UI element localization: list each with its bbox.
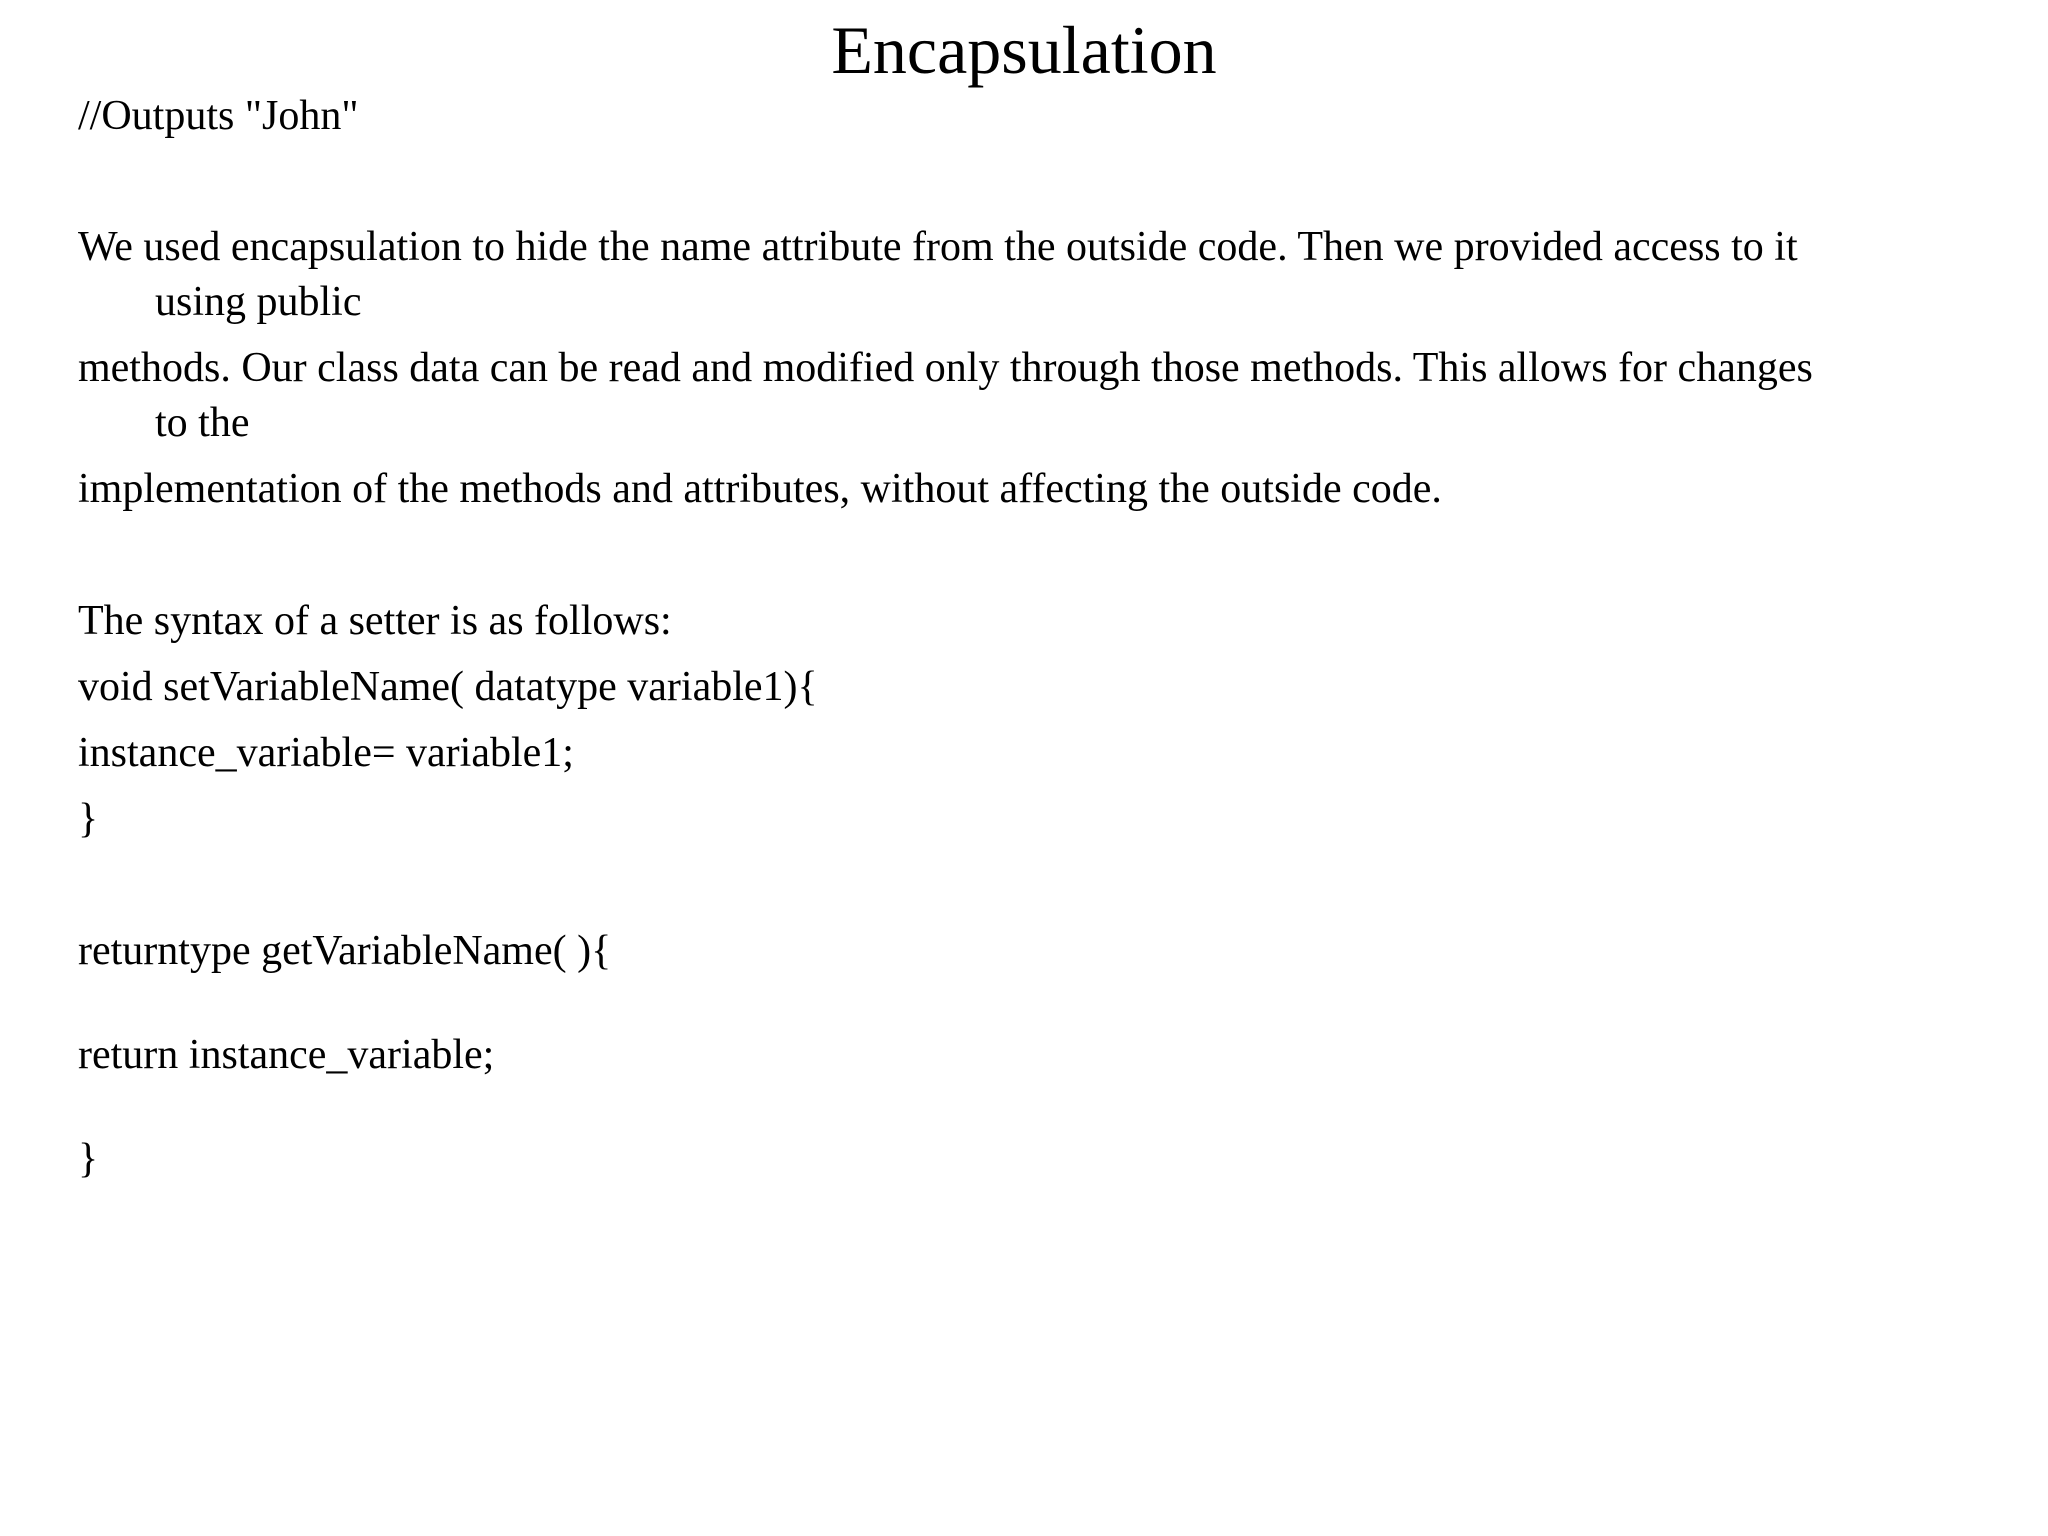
output-comment: //Outputs "John"	[78, 93, 359, 139]
getter-code-line-3: }	[78, 1136, 99, 1182]
getter-code-line-2: return instance_variable;	[78, 1032, 495, 1078]
slide-title: Encapsulation	[831, 12, 1217, 88]
setter-intro: The syntax of a setter is as follows:	[78, 598, 672, 644]
paragraph-line-4: to the	[155, 400, 250, 446]
setter-code-line-2: instance_variable= variable1;	[78, 730, 574, 776]
paragraph-line-5: implementation of the methods and attributes, without affecting the outside code.	[78, 466, 1442, 512]
setter-code-line-1: void setVariableName( datatype variable1){	[78, 664, 818, 710]
paragraph-line-2: using public	[155, 279, 362, 325]
getter-code-line-1: returntype getVariableName( ){	[78, 928, 612, 974]
paragraph-line-1: We used encapsulation to hide the name attribute from the outside code. Then we provided access to it	[78, 224, 1798, 270]
setter-code-line-3: }	[78, 796, 99, 842]
paragraph-line-3: methods. Our class data can be read and modified only through those methods. This allows for changes	[78, 345, 1813, 391]
